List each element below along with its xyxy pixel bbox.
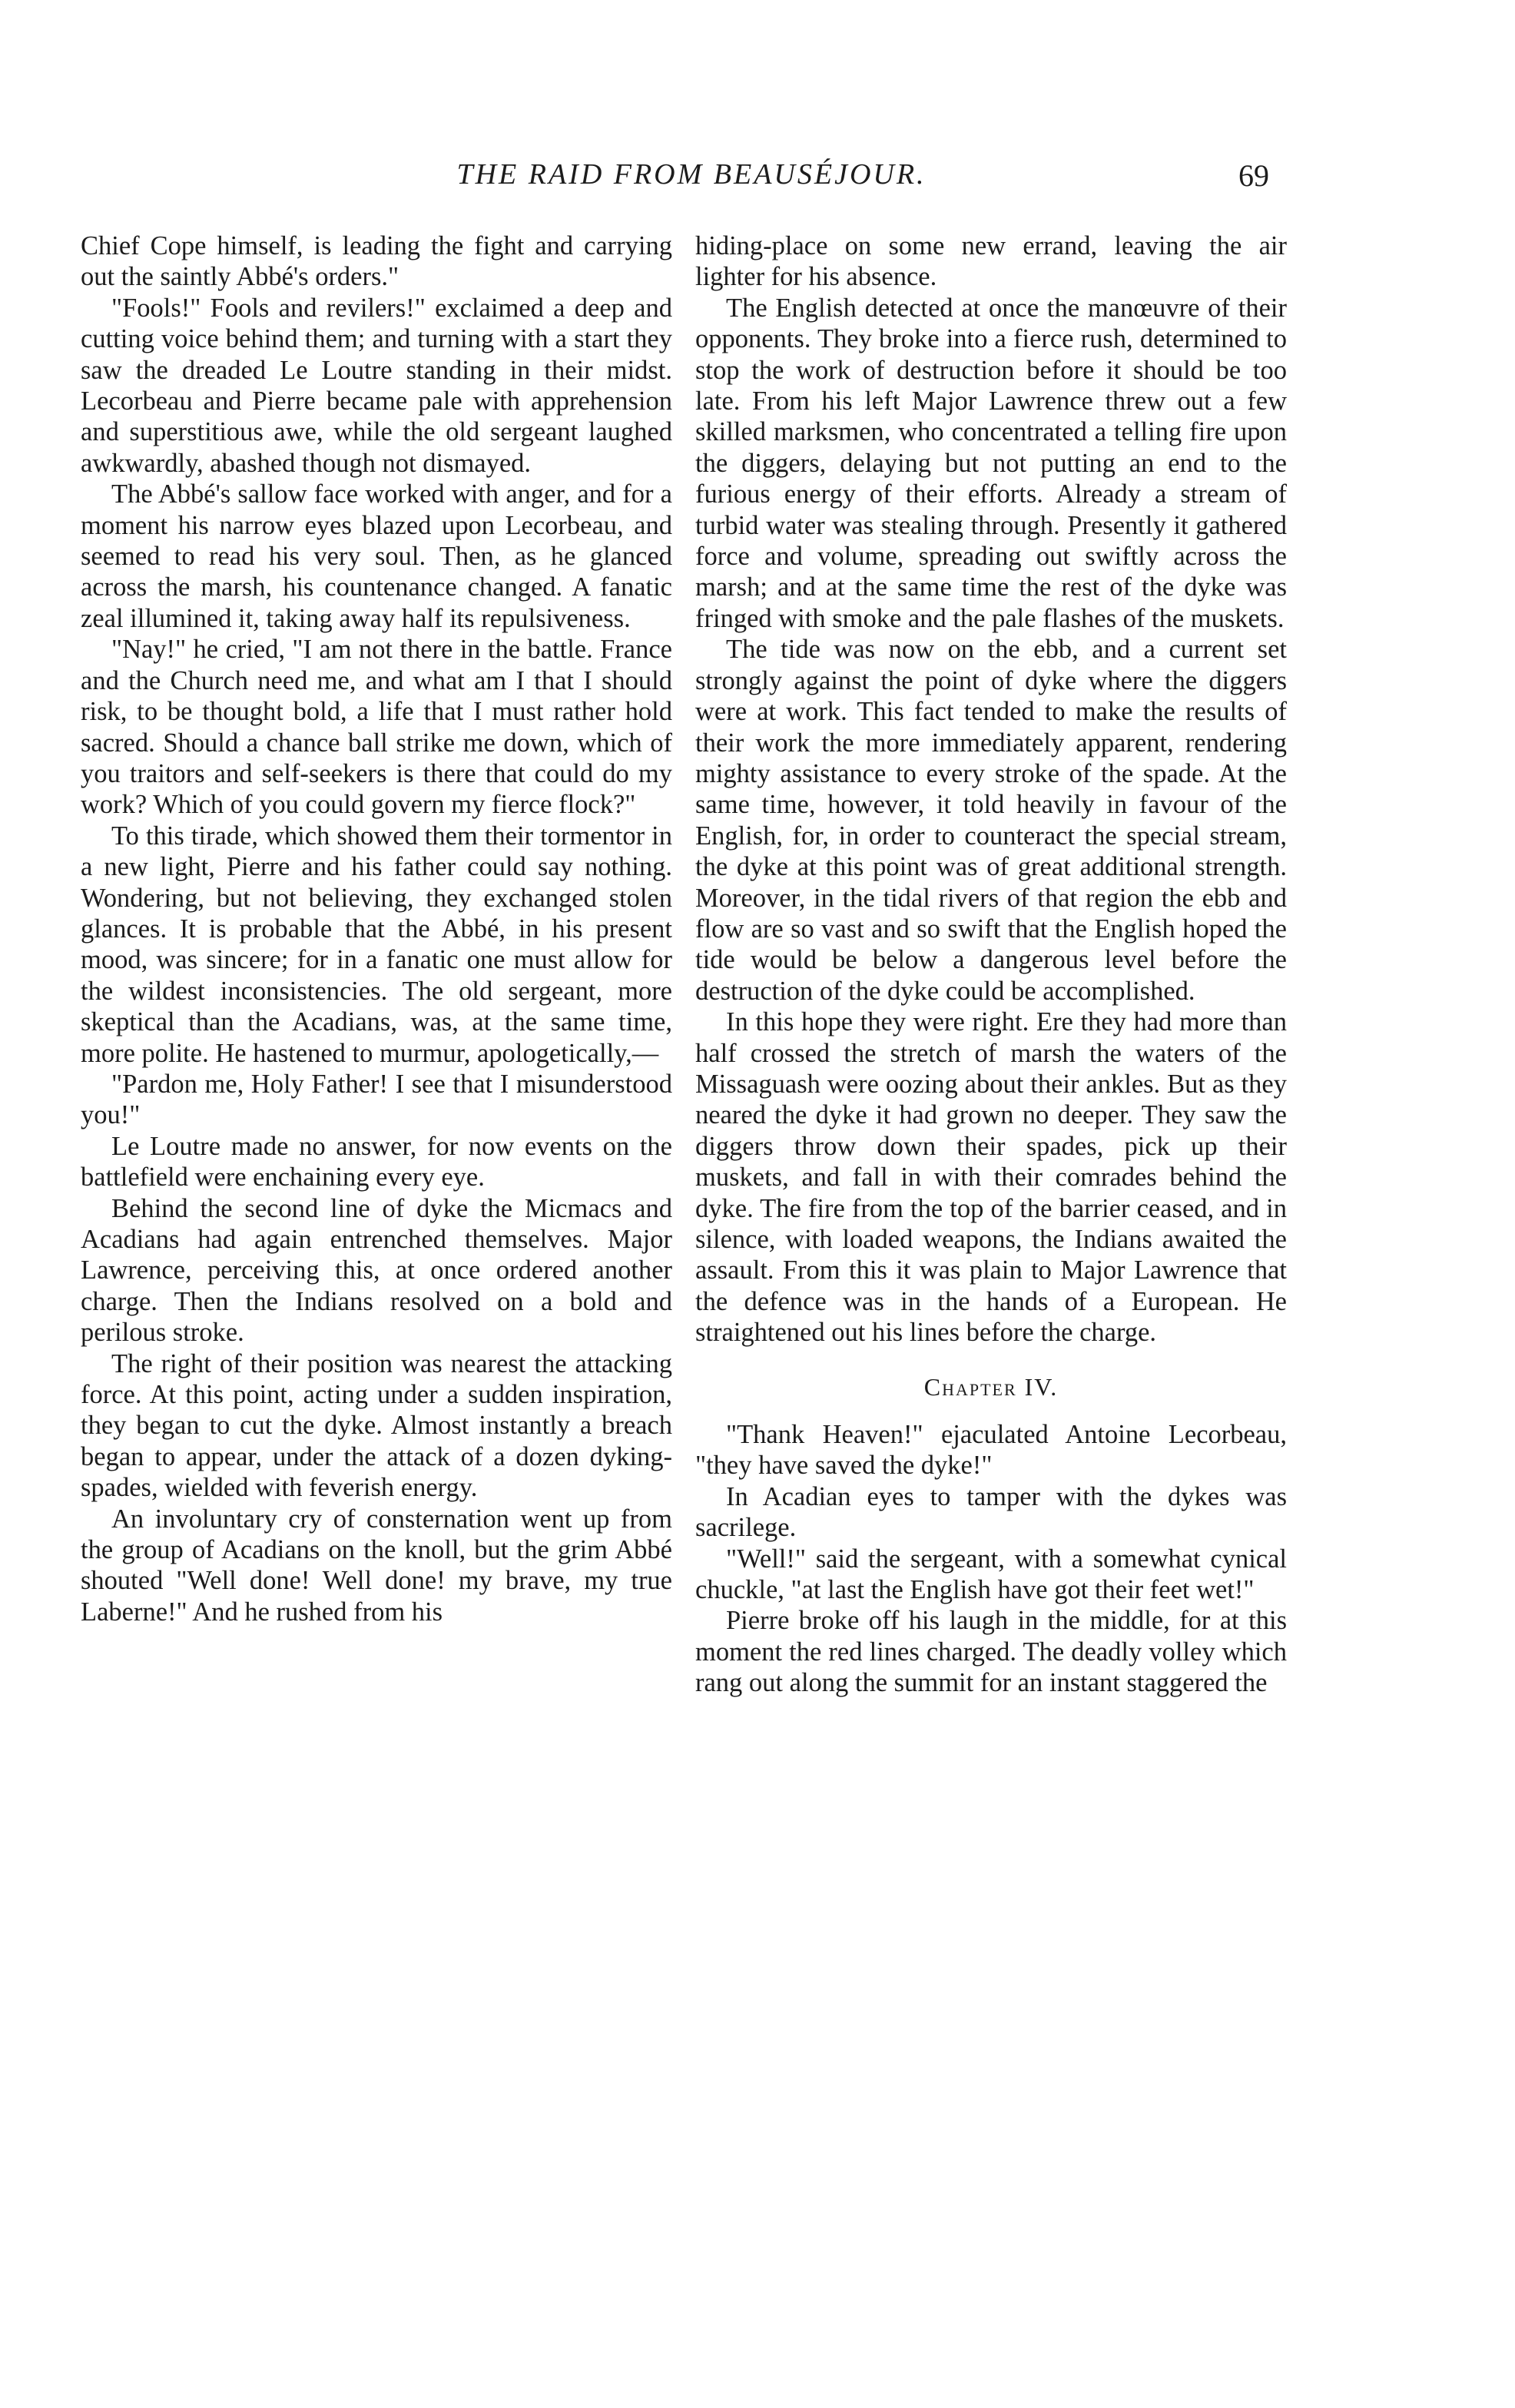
paragraph: Behind the second line of dyke the Micmacs and Acadians had again entrenched themselves. Major Lawrence, perceiving this, at once ordered another charge. Then the Indians resolved on a bold and perilous stroke. [81, 1193, 672, 1348]
paragraph: "Nay!" he cried, "I am not there in the battle. France and the Church need me, and what am I that I should risk, to be thought bold, a life that I must rather hold sacred. Should a chance ball strike me down, which of you traitors and self-seekers is there that could do my work? Which of you could govern my fierce flock?" [81, 635, 672, 820]
paragraph: In Acadian eyes to tamper with the dykes was sacrilege. [695, 1481, 1287, 1543]
paragraph: "Pardon me, Holy Father! I see that I misunderstood you!" [81, 1069, 672, 1130]
paragraph: The tide was now on the ebb, and a current set strongly against the point of dyke where the diggers were at work. This fact tended to make the results of their work the more immediately apparent, rendering mighty assistance to every stroke of the spade. At the same time, however, it told heavily in favour of the English, for, in order to counteract the special stream, the dyke at this point was of great additional strength. Moreover, in the tidal rivers of that region the ebb and flow are so vast and so swift that the English hoped the tide would be below a dangerous level before the destruction of the dyke could be accomplished. [695, 635, 1287, 1006]
running-title: THE RAID FROM BEAUSÉJOUR. [456, 158, 927, 191]
page-number: 69 [1238, 158, 1269, 193]
paragraph: Pierre broke off his laugh in the middle, for at this moment the red lines charged. The deadly volley which rang out along the summit for an instant staggered the [695, 1606, 1287, 1698]
paragraph: The right of their position was nearest the attacking force. At this point, acting under a sudden inspiration, they began to cut the dyke. Almost instantly a breach began to appear, under the attack of a dozen dyking-spades, wielded with feverish energy. [81, 1348, 672, 1503]
paragraph: To this tirade, which showed them their tormentor in a new light, Pierre and his father could say nothing. Wondering, but not believing, they exchanged stolen glances. It is probable that the Abbé, in his present mood, was sincere; for in a fanatic one must allow for the wildest inconsistencies. The old sergeant, more skeptical than the Acadians, was, at the same time, more polite. He hastened to murmur, apologetically,— [81, 821, 672, 1068]
paragraph: The Abbé's sallow face worked with anger, and for a moment his narrow eyes blazed upon Lecorbeau, and seemed to read his very soul. Then, as he glanced across the marsh, his countenance changed. A fanatic zeal illumined it, taking away half its repulsiveness. [81, 479, 672, 633]
chapter-heading [695, 1371, 1287, 1402]
paragraph: Chief Cope himself, is leading the fight and carrying out the saintly Abbé's orders." [81, 231, 672, 292]
paragraph: The English detected at once the manœuvre of their opponents. They broke into a fierce rush, determined to stop the work of destruction before it should be too late. From his left Major Lawrence threw out a few skilled marksmen, who concentrated a telling fire upon the diggers, delaying but not putting an end to the furious energy of their efforts. Already a stream of turbid water was stealing through. Presently it gathered force and volume, spreading out swiftly across the marsh; and at the same time the rest of the dyke was fringed with smoke and the pale flashes of the muskets. [695, 293, 1287, 633]
paragraph: "Thank Heaven!" ejaculated Antoine Lecorbeau, "they have saved the dyke!" [695, 1420, 1287, 1481]
paragraph: Le Loutre made no answer, for now events on the battlefield were enchaining every eye. [81, 1131, 672, 1192]
paragraph: "Well!" said the sergeant, with a somewhat cynical chuckle, "at last the English have got their feet wet!" [695, 1544, 1287, 1605]
chapter-heading-text: Chapter IV. [923, 1372, 1059, 1401]
right-column [695, 231, 1287, 1699]
running-header [0, 158, 1515, 204]
paragraph: In this hope they were right. Ere they had more than half crossed the stretch of marsh the waters of the Missaguash were oozing about their ankles. But as they neared the dyke it had grown no deeper. They saw the diggers throw down their spades, pick up their muskets, and fall in with their comrades behind the dyke. The fire from the top of the barrier ceased, and in silence, with loaded weapons, the Indians awaited the assault. From this it was plain to Major Lawrence that the defence was in the hands of a European. He straightened out his lines before the charge. [695, 1007, 1287, 1348]
paragraph: hiding-place on some new errand, leaving the air lighter for his absence. [695, 231, 1287, 292]
left-column [81, 231, 672, 1627]
paragraph: "Fools!" Fools and revilers!" exclaimed a deep and cutting voice behind them; and turning with a start they saw the dreaded Le Loutre standing in their midst. Lecorbeau and Pierre became pale with apprehension and superstitious awe, while the old sergeant laughed awkwardly, abashed though not dismayed. [81, 293, 672, 478]
paragraph: An involuntary cry of consternation went up from the group of Acadians on the knoll, but the grim Abbé shouted "Well done! Well done! my brave, my true Laberne!" And he rushed from his [81, 1504, 672, 1627]
